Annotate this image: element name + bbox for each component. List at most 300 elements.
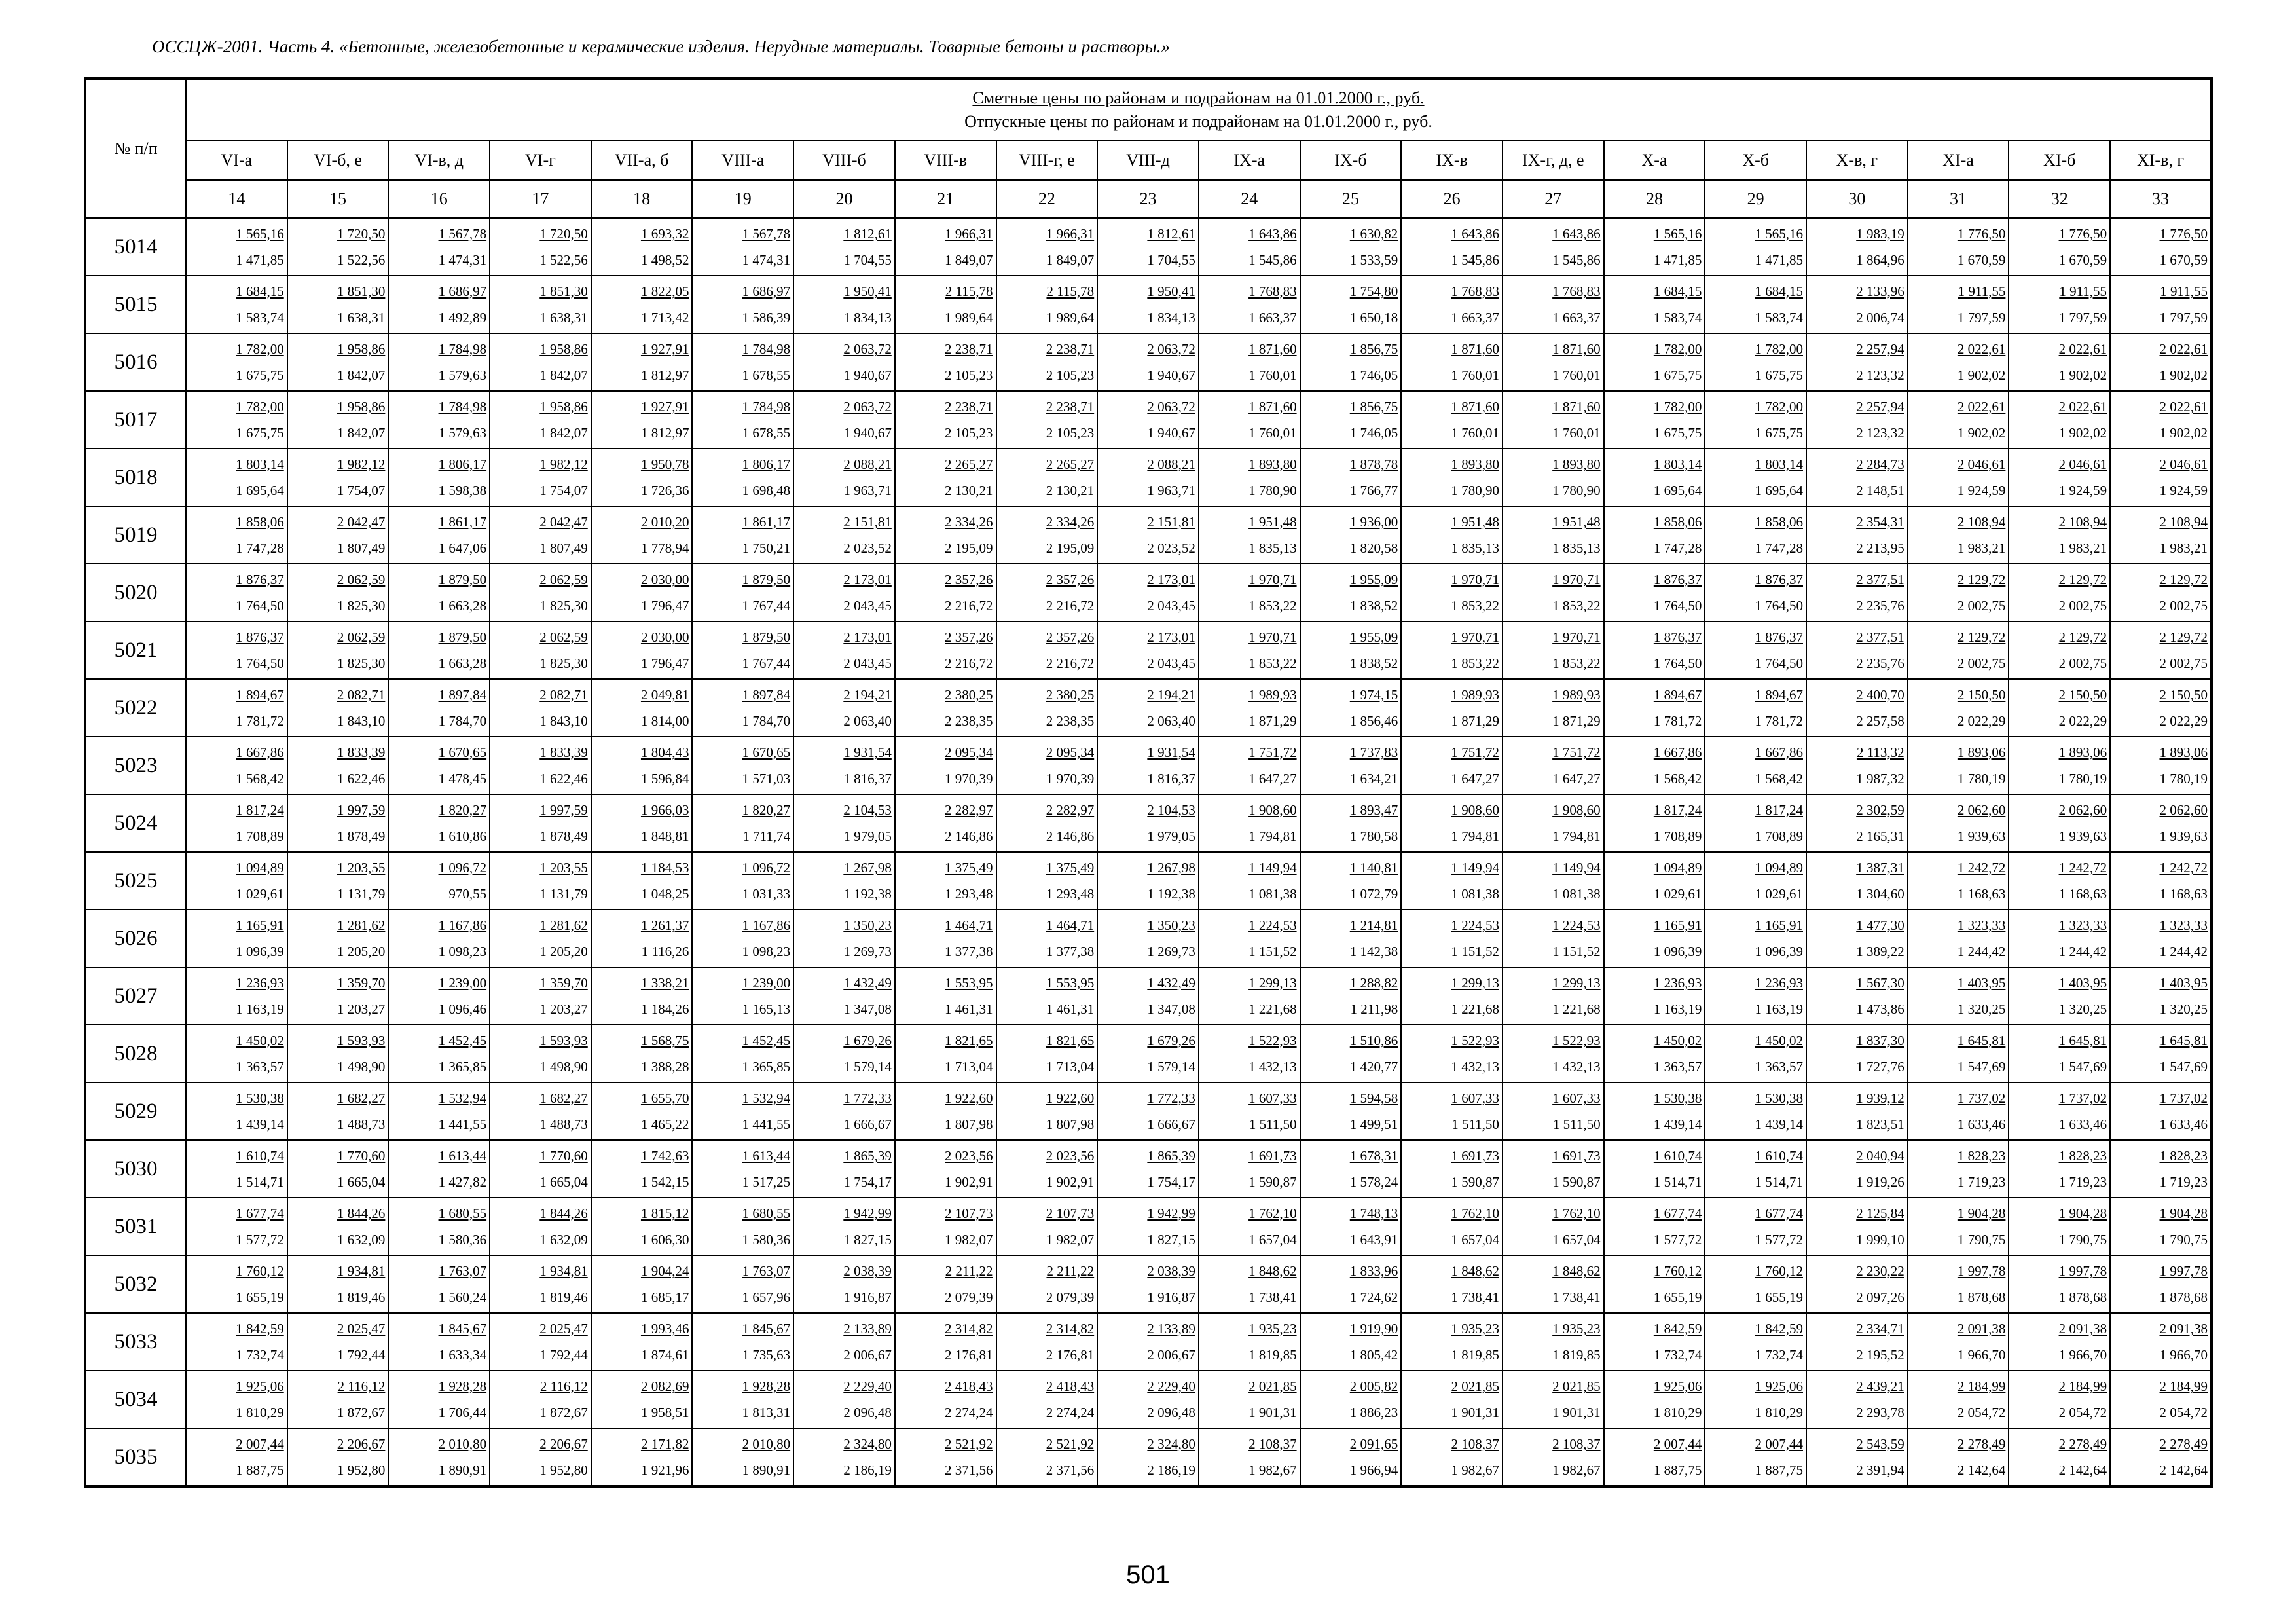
price-cell-estimate-wrap [592, 336, 689, 362]
price-cell [1705, 852, 1806, 910]
price-cell-estimate-wrap [1199, 797, 1297, 823]
estimate-price: 1 530,38 [236, 1090, 284, 1106]
price-cell [1199, 1025, 1300, 1082]
price-cell-estimate-wrap [1605, 566, 1702, 593]
release-price: 1 940,67 [1147, 425, 1195, 441]
release-price: 1 924,59 [2058, 483, 2107, 498]
price-cell-estimate-wrap [592, 394, 689, 420]
release-price: 2 054,72 [2058, 1405, 2107, 1420]
estimate-price: 1 684,15 [236, 284, 284, 299]
price-cell [1908, 1198, 2009, 1255]
estimate-price: 2 116,12 [337, 1378, 386, 1394]
estimate-price: 2 005,82 [1349, 1378, 1398, 1394]
price-cell [591, 621, 693, 679]
price-cell [287, 679, 389, 737]
price-cell-estimate-wrap [2009, 394, 2107, 420]
estimate-price: 1 610,74 [1653, 1148, 1702, 1164]
release-price: 1 221,68 [1552, 1001, 1601, 1017]
price-cell [388, 449, 490, 506]
estimate-price: 1 820,27 [742, 802, 791, 818]
price-cell [287, 1082, 389, 1140]
estimate-price: 1 720,50 [337, 226, 386, 242]
price-cell [490, 449, 591, 506]
estimate-price: 1 958,86 [539, 399, 588, 415]
release-price: 2 054,72 [1957, 1405, 2006, 1420]
price-cell-estimate-wrap [1807, 1431, 1904, 1457]
release-price: 1 542,15 [640, 1174, 689, 1190]
price-cell [996, 1371, 1098, 1428]
release-price: 1 590,87 [1248, 1174, 1297, 1190]
price-cell-estimate-wrap [1098, 1316, 1195, 1342]
estimate-price: 1 742,63 [640, 1148, 689, 1164]
release-price: 2 274,24 [945, 1405, 993, 1420]
release-price: 1 874,61 [640, 1347, 689, 1363]
price-cell [1604, 1140, 1705, 1198]
estimate-price: 1 931,54 [843, 745, 892, 760]
release-price: 2 002,75 [2159, 598, 2208, 614]
release-price: 1 916,87 [843, 1289, 892, 1305]
price-cell [591, 1140, 693, 1198]
price-cell-estimate-wrap [1098, 451, 1195, 477]
release-price: 1 816,37 [843, 771, 892, 786]
price-cell-estimate-wrap [1301, 509, 1398, 535]
price-cell [793, 852, 895, 910]
price-cell [895, 449, 996, 506]
release-price: 1 638,31 [539, 310, 588, 325]
estimate-price: 2 357,26 [945, 572, 993, 587]
column-header-number: № п/п [85, 79, 186, 218]
price-cell [2009, 1082, 2110, 1140]
release-price: 1 474,31 [438, 252, 487, 268]
price-cell-estimate-wrap [2009, 855, 2107, 881]
price-cell [1908, 333, 2009, 391]
estimate-price: 2 104,53 [1147, 802, 1195, 818]
price-cell [996, 967, 1098, 1025]
price-cell-estimate-wrap [1199, 566, 1297, 593]
price-cell-estimate-wrap [187, 1027, 284, 1054]
price-cell [591, 506, 693, 564]
region-header: XI-в, г [2110, 141, 2212, 180]
estimate-price: 1 643,86 [1248, 226, 1297, 242]
price-cell-estimate-wrap [693, 739, 790, 766]
price-cell-estimate-wrap [2111, 509, 2208, 535]
release-price: 1 096,39 [236, 944, 284, 959]
release-price: 1 432,13 [1552, 1059, 1601, 1075]
price-cell-estimate-wrap [2009, 1258, 2107, 1284]
price-cell-estimate-wrap [1301, 912, 1398, 938]
estimate-price: 1 879,50 [438, 629, 487, 645]
price-cell-estimate-wrap [1705, 739, 1803, 766]
price-cell-estimate-wrap [1908, 1027, 2006, 1054]
estimate-price: 1 876,37 [1653, 629, 1702, 645]
price-cell-estimate-wrap [794, 336, 892, 362]
price-cell [2110, 737, 2212, 794]
release-price: 1 764,50 [1653, 598, 1702, 614]
price-cell-estimate-wrap [1807, 566, 1904, 593]
estimate-price: 1 553,95 [945, 975, 993, 991]
estimate-price: 2 022,61 [1957, 341, 2006, 357]
price-cell [388, 1140, 490, 1198]
price-cell [490, 276, 591, 333]
price-cell [1503, 679, 1604, 737]
release-price: 1 842,07 [337, 367, 386, 383]
price-cell [388, 794, 490, 852]
release-price: 1 902,02 [2159, 367, 2208, 383]
price-cell-estimate-wrap [1301, 1431, 1398, 1457]
release-price: 1 465,22 [640, 1116, 689, 1132]
price-cell [895, 564, 996, 621]
price-cell-estimate-wrap [1301, 1316, 1398, 1342]
price-cell-estimate-wrap [1705, 566, 1803, 593]
price-cell [1604, 218, 1705, 276]
price-cell-estimate-wrap [288, 509, 386, 535]
release-price: 1 471,85 [1755, 252, 1803, 268]
release-price: 1 958,51 [640, 1405, 689, 1420]
price-cell [895, 1025, 996, 1082]
price-cell-estimate-wrap [2111, 739, 2208, 766]
price-cell-estimate-wrap [1605, 221, 1702, 247]
estimate-price: 2 010,80 [742, 1436, 791, 1452]
release-price: 1 750,21 [742, 540, 791, 556]
estimate-price: 2 113,32 [1856, 745, 1904, 760]
price-cell [1097, 276, 1199, 333]
table-row [85, 852, 2212, 910]
price-cell-estimate-wrap [1807, 1373, 1904, 1399]
price-cell [1705, 621, 1806, 679]
price-cell [388, 276, 490, 333]
price-cell-estimate-wrap [2111, 1027, 2208, 1054]
price-cell [1300, 276, 1402, 333]
price-cell [1401, 333, 1503, 391]
price-cell [591, 1371, 693, 1428]
price-cell [287, 737, 389, 794]
price-cell [1401, 1140, 1503, 1198]
estimate-price: 1 236,93 [1755, 975, 1803, 991]
release-price: 2 123,32 [1856, 367, 1904, 383]
price-cell [996, 218, 1098, 276]
row-code: 5031 [85, 1198, 186, 1255]
price-cell-estimate-wrap [389, 739, 486, 766]
price-cell [287, 1428, 389, 1486]
release-price: 1 989,64 [945, 310, 993, 325]
price-cell-estimate-wrap [1605, 1027, 1702, 1054]
price-cell [793, 276, 895, 333]
price-cell-estimate-wrap [1503, 1143, 1601, 1169]
price-cell-estimate-wrap [997, 1027, 1095, 1054]
price-cell [1199, 679, 1300, 737]
price-cell-estimate-wrap [389, 1258, 486, 1284]
price-cell [1806, 276, 1908, 333]
estimate-price: 1 450,02 [236, 1033, 284, 1048]
price-cell-estimate-wrap [693, 1085, 790, 1111]
price-cell-estimate-wrap [1807, 394, 1904, 420]
price-cell [1806, 679, 1908, 737]
release-price: 1 498,52 [640, 252, 689, 268]
price-cell [2110, 679, 2212, 737]
price-cell [1503, 910, 1604, 967]
estimate-price: 1 820,27 [438, 802, 487, 818]
release-price: 1 514,71 [1755, 1174, 1803, 1190]
price-cell [1908, 218, 2009, 276]
release-price: 1 666,67 [843, 1116, 892, 1132]
price-cell [996, 1140, 1098, 1198]
price-cell [388, 1255, 490, 1313]
estimate-price: 1 737,83 [1349, 745, 1398, 760]
release-price: 2 002,75 [2058, 655, 2107, 671]
price-cell [692, 737, 793, 794]
price-cell-estimate-wrap [288, 1258, 386, 1284]
price-cell-estimate-wrap [2111, 221, 2208, 247]
release-price: 2 146,86 [945, 828, 993, 844]
price-cell-estimate-wrap [1807, 451, 1904, 477]
price-cell [2009, 276, 2110, 333]
estimate-price: 2 063,72 [1147, 341, 1195, 357]
price-cell-estimate-wrap [1605, 278, 1702, 304]
price-cell [996, 1428, 1098, 1486]
release-price: 2 043,45 [843, 598, 892, 614]
price-cell [388, 1198, 490, 1255]
price-cell [2110, 333, 2212, 391]
price-cell [490, 1313, 591, 1371]
price-cell-estimate-wrap [1301, 221, 1398, 247]
release-price: 1 081,38 [1552, 886, 1601, 902]
price-cell-estimate-wrap [1199, 912, 1297, 938]
price-cell [490, 852, 591, 910]
row-code: 5015 [85, 276, 186, 333]
price-cell [2110, 506, 2212, 564]
estimate-price: 1 224,53 [1248, 917, 1297, 933]
estimate-price: 2 206,67 [337, 1436, 386, 1452]
estimate-price: 1 784,98 [742, 399, 791, 415]
release-price: 1 819,85 [1248, 1347, 1297, 1363]
price-cell-estimate-wrap [1807, 1200, 1904, 1227]
price-cell-estimate-wrap [288, 221, 386, 247]
price-cell [287, 967, 389, 1025]
price-cell-estimate-wrap [997, 624, 1095, 650]
table-row [85, 621, 2212, 679]
release-price: 1 471,85 [236, 252, 284, 268]
region-header: VIII-б [793, 141, 895, 180]
price-cell [1097, 910, 1199, 967]
estimate-price: 1 214,81 [1349, 917, 1398, 933]
region-header: VII-а, б [591, 141, 693, 180]
table-row [85, 1082, 2212, 1140]
price-cell [1300, 910, 1402, 967]
estimate-price: 1 167,86 [742, 917, 791, 933]
column-number: 26 [1401, 180, 1503, 218]
estimate-price: 2 025,47 [337, 1321, 386, 1337]
release-price: 1 746,05 [1349, 367, 1398, 383]
release-price: 1 902,02 [1957, 367, 2006, 383]
price-cell [1300, 621, 1402, 679]
estimate-price: 2 357,26 [1046, 629, 1095, 645]
release-price: 1 596,84 [640, 771, 689, 786]
estimate-price: 2 173,01 [1147, 572, 1195, 587]
estimate-price: 1 970,71 [1552, 629, 1601, 645]
price-cell-estimate-wrap [1605, 1085, 1702, 1111]
estimate-price: 2 151,81 [1147, 514, 1195, 530]
estimate-price: 1 922,60 [945, 1090, 993, 1106]
price-cell-estimate-wrap [187, 1085, 284, 1111]
release-price: 1 890,91 [438, 1462, 487, 1478]
price-cell [1806, 333, 1908, 391]
estimate-price: 1 983,19 [1856, 226, 1904, 242]
estimate-price: 1 772,33 [1147, 1090, 1195, 1106]
price-cell-estimate-wrap [1098, 278, 1195, 304]
release-price: 1 727,76 [1856, 1059, 1904, 1075]
price-cell [1604, 794, 1705, 852]
release-price: 1 780,19 [1957, 771, 2006, 786]
estimate-price: 1 432,49 [843, 975, 892, 991]
estimate-price: 1 782,00 [236, 341, 284, 357]
release-price: 1 498,90 [539, 1059, 588, 1075]
release-price: 1 675,75 [1755, 425, 1803, 441]
price-cell [1199, 1140, 1300, 1198]
price-cell [996, 852, 1098, 910]
release-price: 2 238,35 [1046, 713, 1095, 729]
estimate-price: 1 770,60 [539, 1148, 588, 1164]
price-cell [793, 1082, 895, 1140]
price-cell [1199, 852, 1300, 910]
estimate-price: 1 760,12 [236, 1263, 284, 1279]
price-cell-estimate-wrap [1705, 1431, 1803, 1457]
price-cell [388, 679, 490, 737]
estimate-price: 1 958,86 [539, 341, 588, 357]
release-price: 2 235,76 [1856, 598, 1904, 614]
estimate-price: 1 593,93 [539, 1033, 588, 1048]
release-price: 1 732,74 [1755, 1347, 1803, 1363]
release-price: 1 987,32 [1856, 771, 1904, 786]
price-cell [1908, 910, 2009, 967]
release-price: 1 304,60 [1856, 886, 1904, 902]
estimate-price: 1 845,67 [438, 1321, 487, 1337]
price-cell-estimate-wrap [1402, 912, 1499, 938]
release-price: 2 105,23 [945, 425, 993, 441]
region-header: VI-а [186, 141, 287, 180]
release-price: 2 130,21 [945, 483, 993, 498]
release-price: 1 096,39 [1653, 944, 1702, 959]
price-cell [895, 333, 996, 391]
price-cell [1604, 1082, 1705, 1140]
price-cell-estimate-wrap [1705, 1316, 1803, 1342]
estimate-price: 1 607,33 [1552, 1090, 1601, 1106]
estimate-price: 1 928,28 [438, 1378, 487, 1394]
release-price: 1 131,79 [539, 886, 588, 902]
price-cell-estimate-wrap [997, 566, 1095, 593]
release-price: 1 760,01 [1248, 425, 1297, 441]
price-cell-estimate-wrap [187, 394, 284, 420]
estimate-price: 1 645,81 [2159, 1033, 2208, 1048]
estimate-price: 2 377,51 [1856, 572, 1904, 587]
estimate-price: 2 022,61 [2159, 399, 2208, 415]
release-price: 1 657,04 [1552, 1232, 1601, 1247]
estimate-price: 2 104,53 [843, 802, 892, 818]
estimate-price: 1 184,53 [640, 860, 689, 876]
price-cell-estimate-wrap [693, 1143, 790, 1169]
price-cell-estimate-wrap [693, 912, 790, 938]
price-cell-estimate-wrap [997, 855, 1095, 881]
release-price: 1 583,74 [236, 310, 284, 325]
price-cell [1705, 1255, 1806, 1313]
region-header: XI-б [2009, 141, 2110, 180]
price-cell-estimate-wrap [1301, 278, 1398, 304]
price-cell [1300, 218, 1402, 276]
estimate-price: 1 323,33 [1957, 917, 2006, 933]
estimate-price: 1 720,50 [539, 226, 588, 242]
price-cell [1300, 506, 1402, 564]
estimate-price: 2 062,60 [2159, 802, 2208, 818]
column-number: 30 [1806, 180, 1908, 218]
price-cell-estimate-wrap [1098, 970, 1195, 996]
price-cell-estimate-wrap [1807, 682, 1904, 708]
price-cell [895, 1313, 996, 1371]
release-price: 2 148,51 [1856, 483, 1904, 498]
estimate-price: 2 357,26 [945, 629, 993, 645]
price-cell-estimate-wrap [997, 1143, 1095, 1169]
release-price: 1 780,90 [1552, 483, 1601, 498]
estimate-price: 1 224,53 [1552, 917, 1601, 933]
estimate-price: 1 679,26 [843, 1033, 892, 1048]
price-cell-estimate-wrap [1908, 970, 2006, 996]
estimate-price: 1 678,31 [1349, 1148, 1398, 1164]
estimate-price: 1 897,84 [438, 687, 487, 703]
price-cell [1604, 564, 1705, 621]
price-cell [1300, 794, 1402, 852]
release-price: 1 363,57 [1755, 1059, 1803, 1075]
estimate-price: 1 450,02 [1755, 1033, 1803, 1048]
release-price: 1 982,67 [1451, 1462, 1499, 1478]
price-cell [1199, 1428, 1300, 1486]
price-cell-estimate-wrap [1807, 1085, 1904, 1111]
release-price: 2 105,23 [1046, 425, 1095, 441]
price-cell [1199, 276, 1300, 333]
price-cell [1503, 1313, 1604, 1371]
estimate-price: 1 950,78 [640, 456, 689, 472]
price-cell-estimate-wrap [693, 1373, 790, 1399]
estimate-price: 2 265,27 [1046, 456, 1095, 472]
estimate-price: 2 010,80 [438, 1436, 487, 1452]
price-cell-estimate-wrap [1705, 855, 1803, 881]
price-cell [591, 1025, 693, 1082]
release-price: 1 675,75 [236, 425, 284, 441]
price-cell [1705, 967, 1806, 1025]
release-price: 2 063,40 [1147, 713, 1195, 729]
price-cell [1705, 449, 1806, 506]
release-price: 1 754,07 [337, 483, 386, 498]
price-cell-estimate-wrap [1301, 394, 1398, 420]
price-cell-estimate-wrap [997, 970, 1095, 996]
price-cell [186, 737, 287, 794]
estimate-price: 2 007,44 [236, 1436, 284, 1452]
release-price: 1 427,82 [438, 1174, 487, 1190]
price-cell [2110, 1428, 2212, 1486]
price-cell-estimate-wrap [693, 451, 790, 477]
price-cell-estimate-wrap [1908, 739, 2006, 766]
price-cell [2110, 852, 2212, 910]
estimate-price: 2 238,71 [945, 341, 993, 357]
price-cell [1199, 1313, 1300, 1371]
estimate-price: 2 063,72 [843, 341, 892, 357]
column-number: 24 [1199, 180, 1300, 218]
column-number: 21 [895, 180, 996, 218]
release-price: 2 293,78 [1856, 1405, 1904, 1420]
estimate-price: 1 530,38 [1653, 1090, 1702, 1106]
release-price: 1 713,04 [1046, 1059, 1095, 1075]
estimate-price: 2 418,43 [1046, 1378, 1095, 1394]
price-cell-estimate-wrap [896, 1431, 993, 1457]
release-price: 1 848,81 [640, 828, 689, 844]
release-price: 1 675,75 [1653, 367, 1702, 383]
